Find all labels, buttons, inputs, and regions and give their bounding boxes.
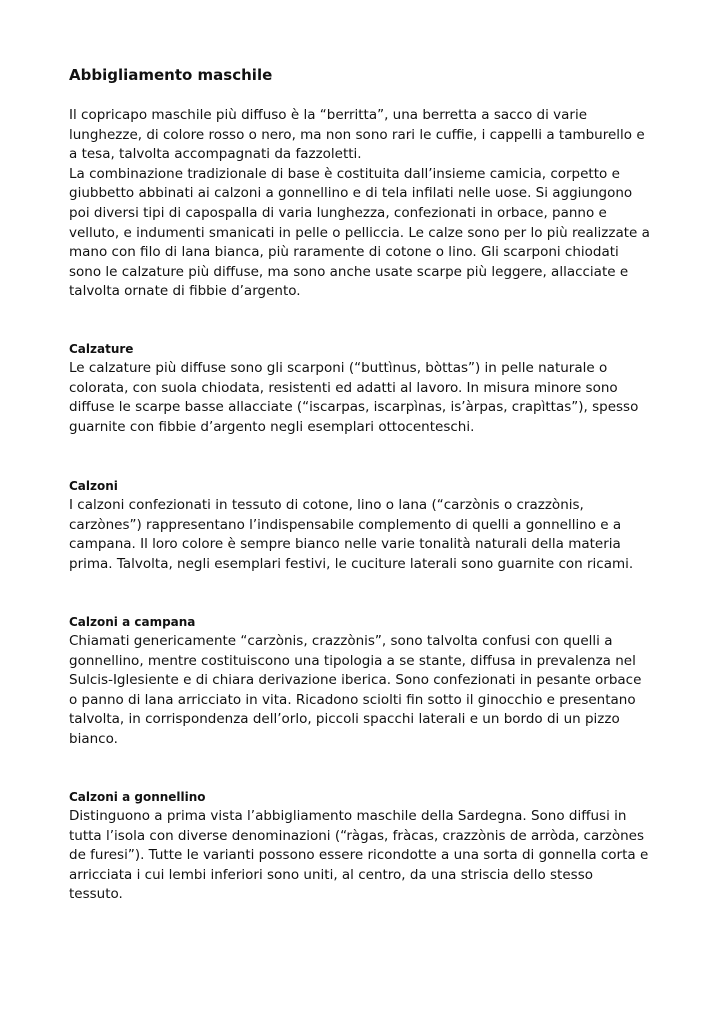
section-line: tessuto.: [69, 886, 123, 903]
section-line: Le calzature più diffuse sono gli scarponi (“buttìnus, bòttas”) in pelle naturale o: [69, 360, 608, 376]
section-heading: Calzoni a gonnellino: [69, 790, 206, 804]
section-line: bianco.: [69, 730, 118, 747]
section-calzature: [69, 340, 638, 437]
section-heading: Calzoni a campana: [69, 615, 196, 629]
section-line: Chiamati genericamente “carzònis, crazzònis”, sono talvolta confusi con quelli a: [69, 633, 613, 649]
section-line: Sulcis-Iglesiente e di chiara derivazione iberica. Sono confezionati in pesante orbace: [69, 672, 642, 689]
intro-line: La combinazione tradizionale di base è costituita dall’insieme camicia, corpetto e: [69, 165, 620, 182]
section-line: arricciata i cui lembi inferiori sono uniti, al centro, da una striscia dello stesso: [69, 866, 593, 883]
section-line: tutta l’isola con diverse denominazioni (“ràgas, fràcas, crazzònis de arròda, carzònes: [69, 827, 645, 844]
section-calzoni-a-campana: [69, 613, 641, 750]
intro-line: poi diversi tipi di capospalla di varia lunghezza, confezionati in orbace, panno e: [69, 204, 607, 221]
page-title: Abbigliamento maschile: [69, 66, 273, 84]
section-line: colorata, con suola chiodata, resistenti ed adatti al lavoro. In misura minore sono: [69, 379, 618, 396]
section-line: guarnite con fibbie d’argento negli esemplari ottocenteschi.: [69, 418, 475, 435]
section-line: prima. Talvolta, negli esemplari festivi, le cuciture laterali sono guarnite con ricami.: [69, 555, 634, 572]
section-line: I calzoni confezionati in tessuto di cotone, lino o lana (“carzònis o crazzònis,: [69, 497, 584, 513]
section-heading: Calzoni: [69, 479, 118, 493]
intro-paragraph: [69, 106, 650, 302]
intro-line: sono le calzature più diffuse, ma sono anche usate scarpe più leggere, allacciate e: [69, 263, 629, 280]
intro-line: lunghezze, di colore rosso o nero, ma non sono rari le cuffie, i cappelli a tamburello e: [69, 126, 645, 143]
section-line: carzònes”) rappresentano l’indispensabile complemento di quelli a gonnellino e a: [69, 516, 622, 533]
intro-line: velluto, e indumenti smanicati in pelle o pelliccia. Le calze sono per lo più realizzate a: [69, 224, 650, 241]
intro-line: a tesa, talvolta accompagnati da fazzoletti.: [69, 146, 362, 163]
section-line: Distinguono a prima vista l’abbigliamento maschile della Sardegna. Sono diffusi in: [69, 808, 627, 824]
section-calzoni: [69, 477, 633, 574]
intro-line: mano con filo di lana bianca, più raramente di cotone o lino. Gli scarponi chiodati: [69, 244, 619, 261]
section-line: o panno di lana arricciato in vita. Ricadono sciolti fin sotto il ginocchio e presentano: [69, 691, 636, 708]
section-line: gonnellino, mentre costituiscono una tipologia a se stante, diffusa in prevalenza nel: [69, 652, 636, 669]
section-line: de furesi”). Tutte le varianti possono essere ricondotte a una sorta di gonnella corta e: [69, 847, 649, 864]
section-calzoni-a-gonnellino: [69, 788, 648, 905]
intro-line: talvolta ornate di fibbie d’argento.: [69, 283, 301, 300]
section-line: campana. Il loro colore è sempre bianco nelle varie tonalità naturali della materia: [69, 536, 621, 553]
intro-line: Il copricapo maschile più diffuso è la “berritta”, una berretta a sacco di varie: [69, 107, 588, 123]
intro-line: giubbetto abbinati ai calzoni a gonnellino e di tela infilati nelle uose. Si aggiungono: [69, 185, 633, 202]
section-line: diffuse le scarpe basse allacciate (“iscarpas, iscarpìnas, is’àrpas, crapìttas”), spesso: [69, 399, 639, 416]
section-heading: Calzature: [69, 342, 134, 356]
section-line: talvolta, in corrispondenza dell’orlo, piccoli spacchi laterali e un bordo di un pizzo: [69, 711, 620, 728]
